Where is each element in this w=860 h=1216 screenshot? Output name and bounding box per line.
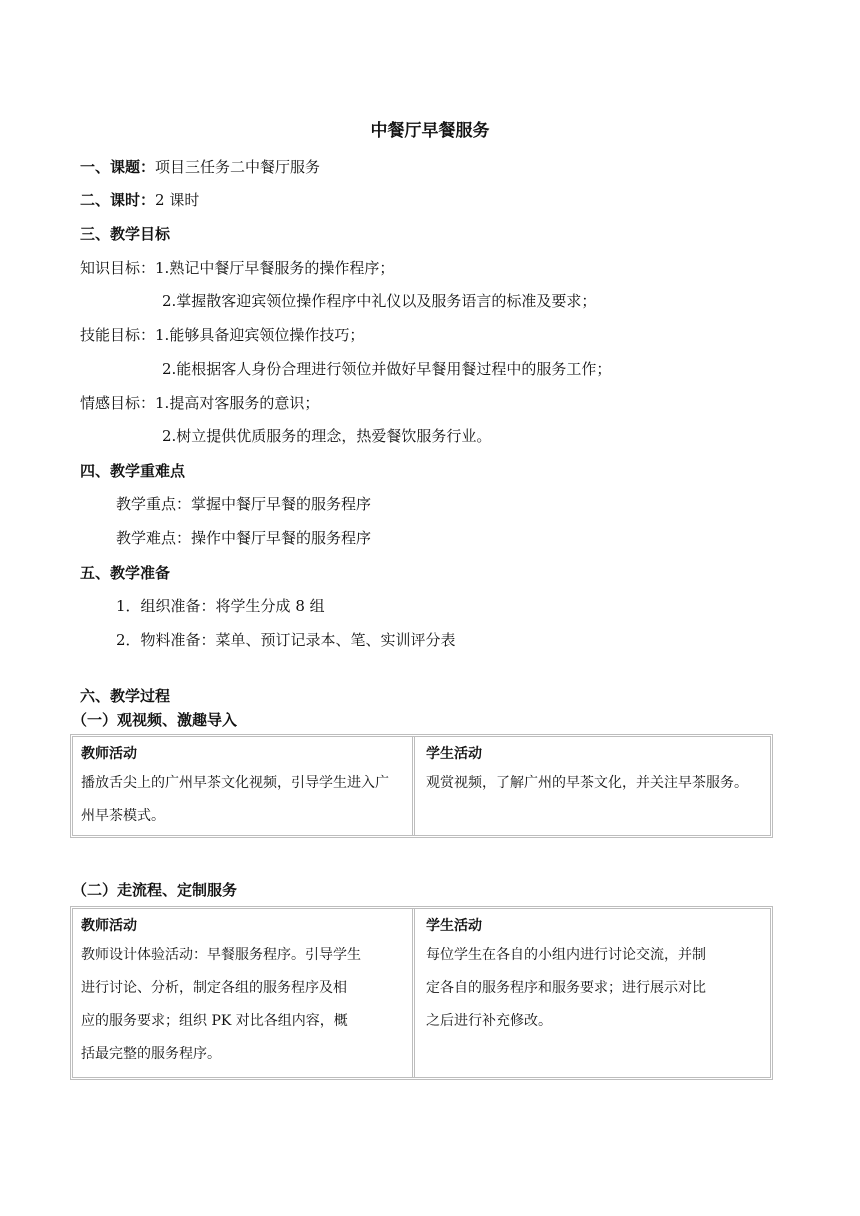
student-activity-text [426,939,762,1038]
section-goals-heading: 三、教学目标 [80,225,171,243]
section-hours-label: 二、课时： [80,191,156,209]
skill-goal-label: 技能目标： [80,326,156,344]
section-topic [80,156,320,178]
teacher-activity-line: 括最完整的服务程序。 [81,1046,221,1062]
student-activity-line: 每位学生在各自的小组内进行讨论交流，并制 [426,947,706,963]
student-activity-cell-2 [418,909,770,1077]
student-activity-line: 定各自的服务程序和服务要求；进行展示对比 [426,980,706,996]
prep-item-1: 1．组织准备：将学生分成 8 组 [116,597,325,615]
process-part-2-heading: （二）走流程、定制服务 [72,881,238,899]
teacher-activity-text [81,939,404,1071]
skill-goal-2: 2.能根据客人身份合理进行领位并做好早餐用餐过程中的服务工作； [162,360,612,378]
emotion-goal-1 [80,392,319,414]
section-prep-heading: 五、教学准备 [80,564,171,582]
section-topic-text: 项目三任务二中餐厅服务 [155,158,321,176]
teacher-activity-line: 教师设计体验活动：早餐服务程序。引导学生 [81,947,361,963]
page-title: 中餐厅早餐服务 [370,121,490,141]
knowledge-goal-2: 2.掌握散客迎宾领位操作程序中礼仪以及服务语言的标准及要求； [162,292,597,310]
emotion-goal-2: 2.树立提供优质服务的理念，热爱餐饮服务行业。 [162,427,492,445]
activity-table-2 [70,906,773,1080]
knowledge-goal-1 [80,257,394,279]
skill-goal-1 [80,324,364,346]
emotion-goal-text-1: 1.提高对客服务的意识； [155,394,320,412]
teacher-activity-line: 应的服务要求；组织 PK 对比各组内容，概 [81,1013,348,1029]
student-activity-cell-1 [418,737,770,835]
teacher-activity-line: 州早茶模式。 [81,808,165,824]
activity-table-1 [70,734,773,838]
teacher-activity-line: 播放舌尖上的广州早茶文化视频，引导学生进入广 [81,775,389,791]
section-topic-label: 一、课题： [80,158,156,176]
student-activity-line: 观赏视频，了解广州的早茶文化，并关注早茶服务。 [426,775,748,791]
section-hours-text: 2 课时 [155,191,200,209]
section-hours [80,189,199,211]
teacher-activity-header: 教师活动 [81,918,137,934]
student-activity-line: 之后进行补充修改。 [426,1013,552,1029]
key-point: 教学重点：掌握中餐厅早餐的服务程序 [116,495,372,513]
teacher-activity-text [81,767,404,833]
section-keypoints-heading: 四、教学重难点 [80,462,186,480]
teacher-activity-header: 教师活动 [81,746,137,762]
emotion-goal-label: 情感目标： [80,394,156,412]
knowledge-goal-text-1: 1.熟记中餐厅早餐服务的操作程序； [155,259,395,277]
difficult-point: 教学难点：操作中餐厅早餐的服务程序 [116,529,372,547]
teacher-activity-line: 进行讨论、分析，制定各组的服务程序及相 [81,980,347,996]
prep-item-2: 2．物料准备：菜单、预订记录本、笔、实训评分表 [116,631,456,649]
student-activity-text [426,767,762,800]
student-activity-header: 学生活动 [426,918,482,934]
knowledge-goal-label: 知识目标： [80,259,156,277]
teacher-activity-cell-1 [73,737,415,835]
process-part-1-heading: （一）观视频、激趣导入 [72,711,238,729]
student-activity-header: 学生活动 [426,746,482,762]
skill-goal-text-1: 1.能够具备迎宾领位操作技巧； [155,326,365,344]
section-process-heading: 六、教学过程 [80,687,171,705]
teacher-activity-cell-2 [73,909,415,1077]
